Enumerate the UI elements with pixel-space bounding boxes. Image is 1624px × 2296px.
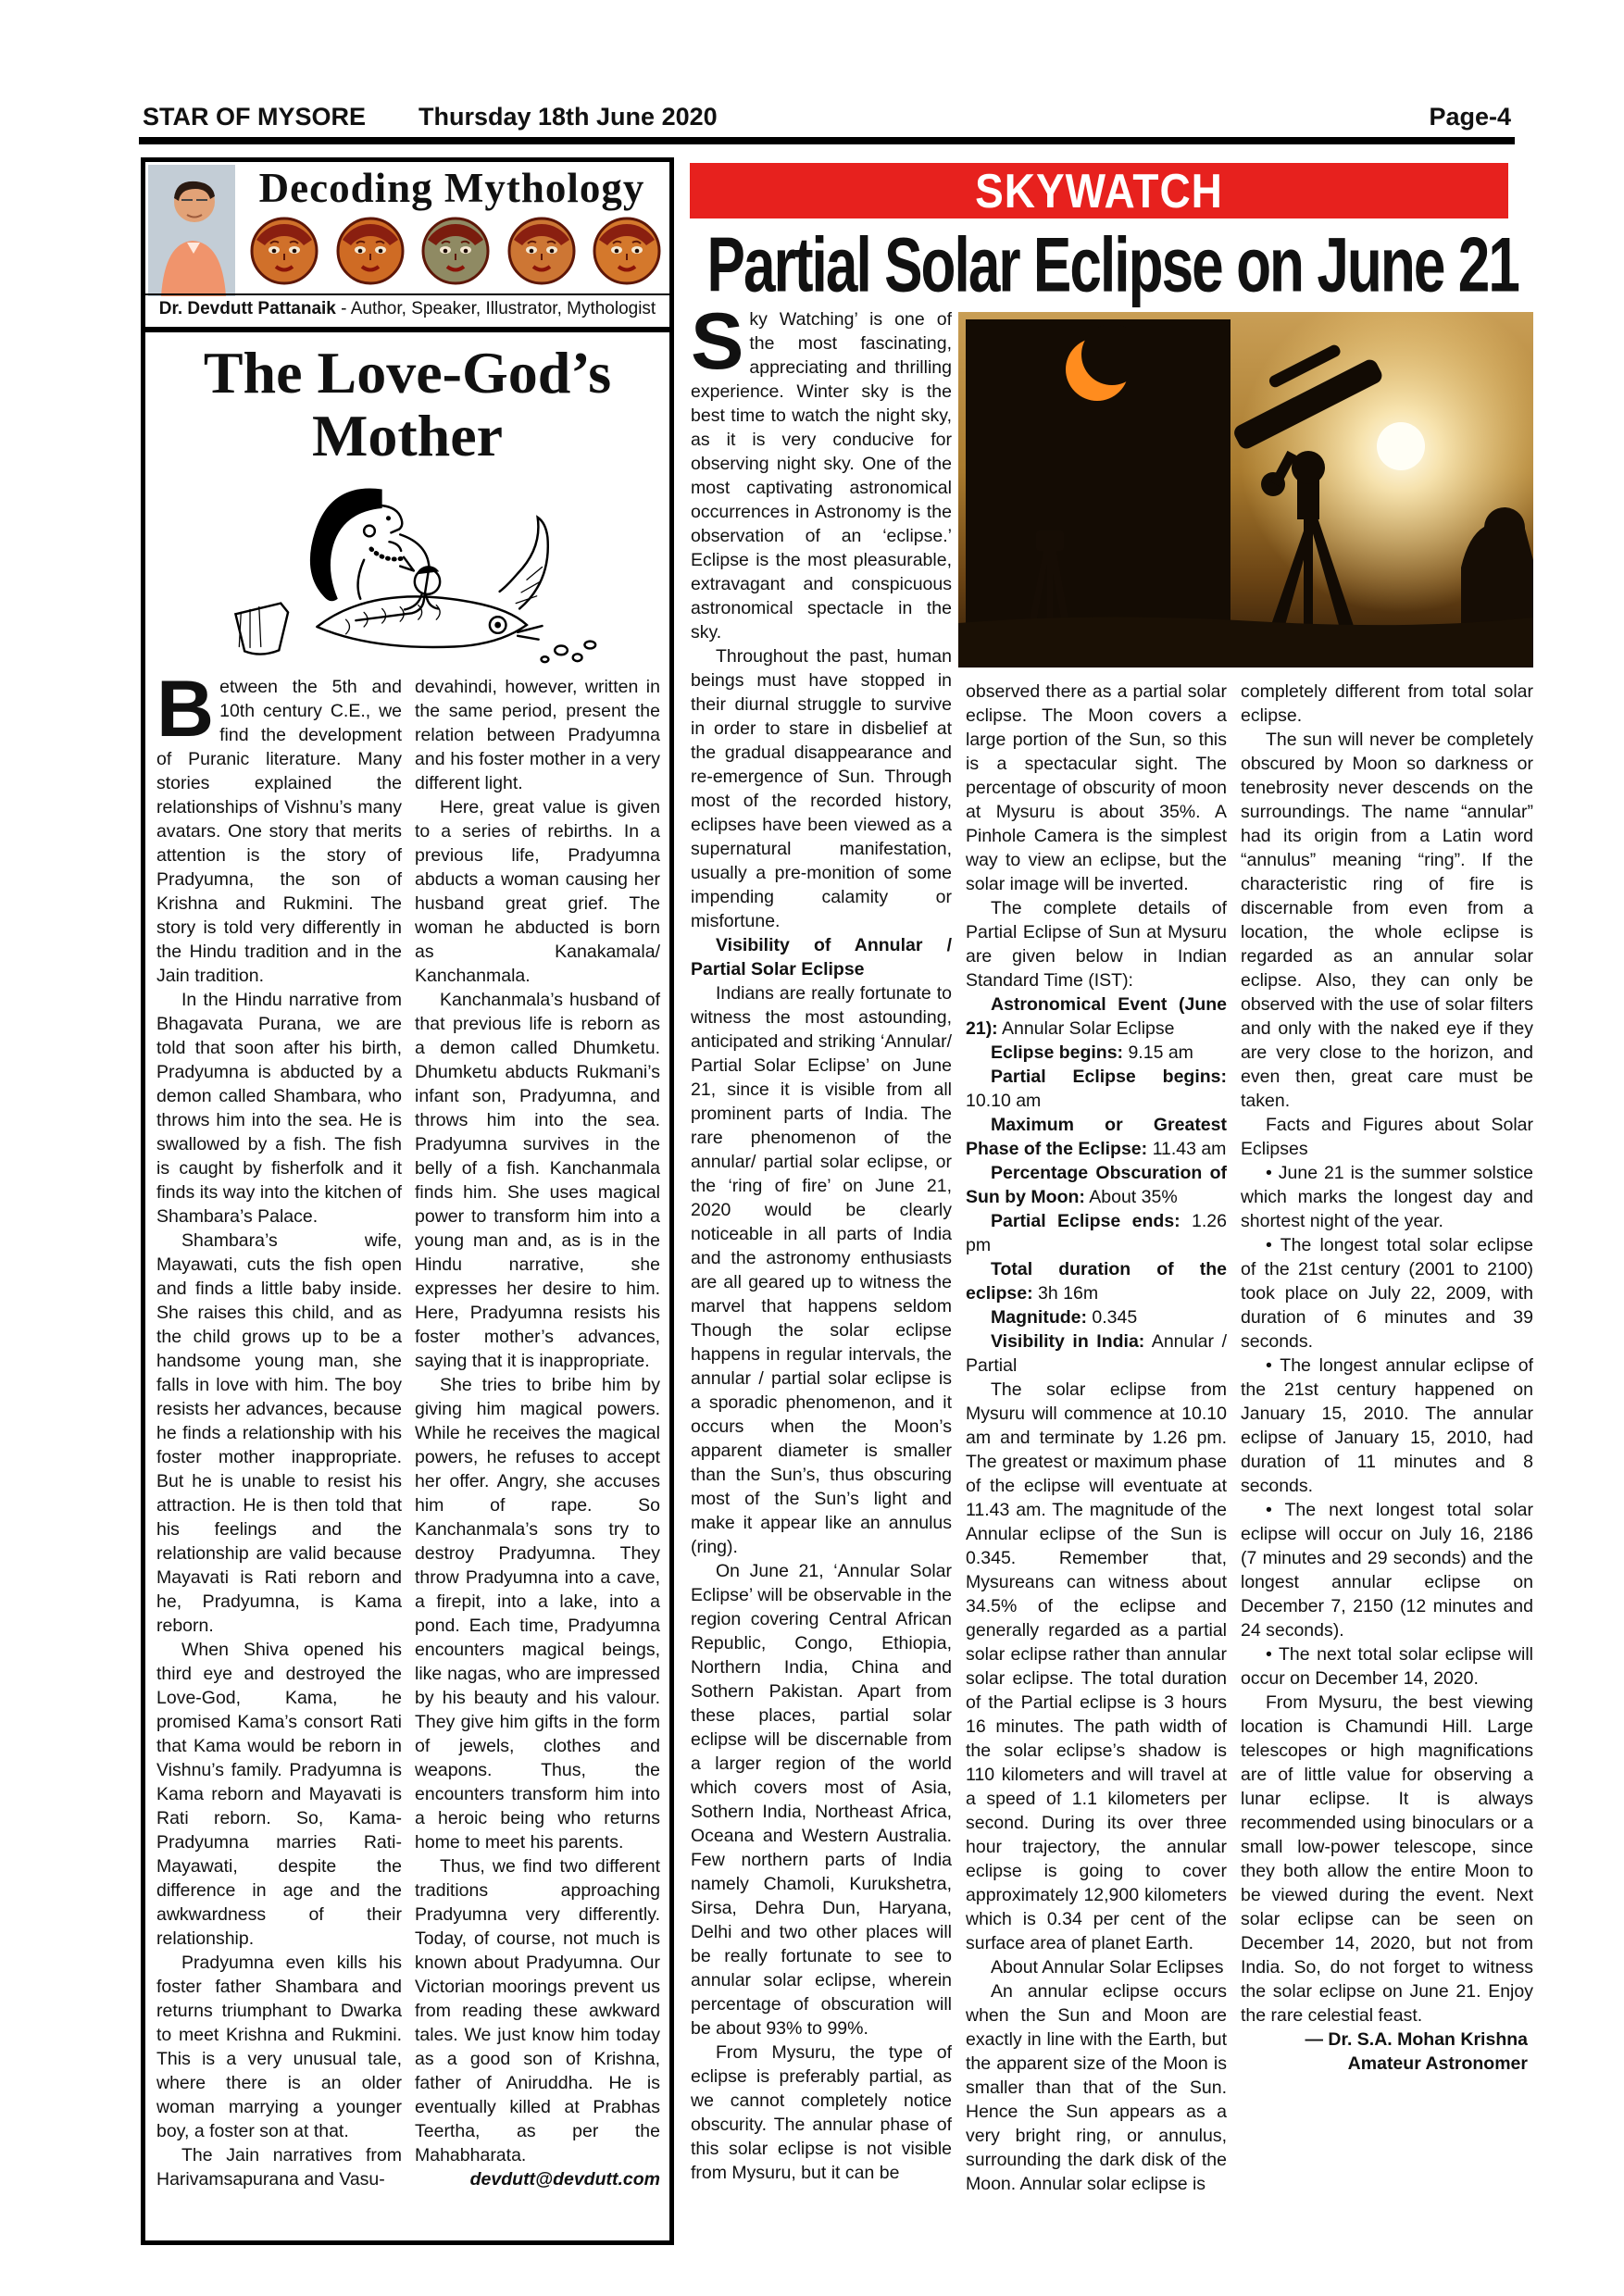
article-columns — [145, 666, 669, 2223]
paragraph: Maximum or Greatest Phase of the Eclipse: 11.43 am — [966, 1115, 1227, 1159]
paragraph: On June 21, ‘Annular Solar Eclipse’ will be observable in the region covering Central African Republic, Congo, Ethiopia, Northern India, China and Sothern Pakistan. Apart from these places, partial solar eclipse will be discernable from a larger region of the world which covers most of Asia, Sothern India, Northeast Africa, Oceana and Western Australia. Few northern parts of India namely Chamoli, Kurukshetra, Sirsa, Dehra Dun, Haryana, Delhi and two other places will be really fortunate to see to annular solar eclipse, wherein percentage of obscuration will be about 93% to 99%. — [691, 1561, 952, 2039]
paragraph: • The next longest total solar eclipse will occur on July 16, 2186 (7 minutes and 29 seconds) and the longest annular eclipse on December 7, 2150 (12 minutes and 24 seconds). — [1241, 1500, 1533, 1641]
paragraph: About Annular Solar Eclipses — [991, 1957, 1224, 1978]
column-title: Decoding Mythology — [258, 165, 645, 211]
paragraph: Visibility in India: Annular / Partial — [966, 1331, 1227, 1376]
eclipse-photo — [958, 312, 1533, 668]
paragraph: Partial Eclipse ends: 1.26 pm — [966, 1211, 1227, 1255]
skywatch-col2 — [966, 680, 1227, 2247]
paragraph: From Mysuru, the best viewing location is Chamundi Hill. Large telescopes or high magnifications are of little value for observing a lunar eclipse. It is always recommended using binoculars or a small low-power telescope, since they both allow the entire Moon to be viewed during the event. Next solar eclipse can be seen on December 14, 2020, but not from India. So, do not forget to witness the solar eclipse on June 21. Enjoy the rare celestial feast. — [1241, 1692, 1533, 2026]
paragraph: Here, great value is given to a series of rebirths. In a previous life, Pradyumna abducts a woman causing her husband great grief. The woman he abducted is born as Kanakamala/ Kanchanmala. — [415, 796, 660, 986]
painted-face-icon — [335, 216, 406, 286]
drop-cap: B — [156, 665, 215, 754]
skywatch-headline: Partial Solar Eclipse on June 21 — [706, 221, 1518, 308]
paragraph: Pradyumna even kills his foster father Shambara and returns triumphant to Dwarka to meet Krishna and Rukmini. This is a very unusual tale, where there is an older woman marrying a younger boy, a foster son at that. — [156, 1952, 402, 2141]
issue-date: Thursday 18th June 2020 — [418, 103, 718, 131]
paragraph: Indians are really fortunate to witness the most astounding, anticipated and striking ‘Annular/ Partial Solar Eclipse’ on June 21, since it is visible from all prominent parts of India. The rare phenomenon of the annular/ partial solar eclipse, or the ‘ring of fire’ on June 21, 2020 would be clearly noticeable in all parts of India and the astronomy enthusiasts are all geared up to witness the marvel that happens seldom Though the solar eclipse happens in regular intervals, the annular / partial solar eclipse is a sporadic phenomenon, and it occurs when the Moon’s apparent diameter is smaller than the Sun’s, thus obscuring most of the Sun’s light and make it appear like an annulus (ring). — [691, 983, 952, 1557]
painted-face-icon — [506, 216, 577, 286]
solar-filter-view — [966, 319, 1230, 636]
article-headline: The Love-God’s Mother — [203, 340, 612, 468]
byline-roles: - Author, Speaker, Illustrator, Mythologist — [335, 299, 656, 318]
skywatch-banner-label: SKYWATCH — [975, 163, 1223, 218]
paragraph: devdutt@devdutt.com — [469, 2168, 660, 2190]
paragraph: Astronomical Event (June 21): Annular Solar Eclipse — [966, 994, 1227, 1039]
author-photo — [148, 165, 235, 296]
paragraph: Kanchanmala’s husband of that previous life is reborn as a demon called Dhumketu. Dhumketu abducts Rukmani’s infant son, Pradyumna, and throws him into the sea. Pradyumna survives in the belly of a fish. Kanchanmala finds him. She uses magical power to transform him into a young man and, as is in the Hindu narrative, she expresses her desire to him. Here, Pradyumna resists his foster mother’s advances, saying that it is inappropriate. — [415, 989, 660, 1371]
paragraph: Throughout the past, human beings must have stopped in their diurnal struggle to survive in order to stare in disbelief at the gradual disappearance and re-emergence of Sun. Through most of the recorded history, eclipses have been viewed as a supernatural manifestation, usually a pre-monition of some impending calamity or misfortune. — [691, 646, 952, 931]
paragraph: • The longest annular eclipse of the 21st century happened on January 15, 2010. The annular eclipse of January 15, 2010, had duration of 11 minutes and 8 seconds. — [1241, 1355, 1533, 1496]
paragraph: The Jain narratives from Harivamsapurana and Vasu- — [156, 2144, 402, 2190]
left-article-col2 — [415, 675, 660, 2223]
paragraph: • The next total solar eclipse will occur on December 14, 2020. — [1241, 1644, 1533, 1689]
paragraph: Eclipse begins: 9.15 am — [991, 1042, 1193, 1063]
column-masthead — [145, 162, 669, 332]
paragraph: Thus, we find two different traditions approaching Pradyumna very differently. Today, of course, not much is known about Pradyumna. Our Victorian moorings prevent us from reading these awkward tales. We just know him today as a good son of Krishna, father of Aniruddha. He is eventually killed at Prabhas Teertha, as per the Mahabharata. — [415, 1855, 660, 2165]
byline-author: Dr. Devdutt Pattanaik — [158, 299, 336, 318]
paragraph: Magnitude: 0.345 — [991, 1307, 1138, 1328]
paragraph: She tries to bribe him by giving him magical powers. While he receives the magical powers, he refuses to accept her offer. Angry, she accuses him of rape. So Kanchanmala’s sons try to destroy Pradyumna. They throw Pradyumna into a cave, a firepit, into a lake, into a pond. Each time, Pradyumna encounters magical beings, like nagas, who are impressed by his beauty and his valour. They give him gifts in the form of jewels, clothes and weapons. Thus, the encounters transform him into a heroic being who returns home to meet his parents. — [415, 1374, 660, 1853]
paragraph: The solar eclipse from Mysuru will commence at 10.10 am and terminate by 1.26 pm. The greatest or maximum phase of the eclipse will eventuate at 11.43 am. The magnitude of the Annular eclipse of the Sun is 0.345. Remember that, Mysureans can witness about 34.5% of the eclipse and generally regarded as a partial solar eclipse rather than annular solar eclipse. The total duration of the Partial eclipse is 3 hours 16 minutes. The path width of the solar eclipse’s shadow is 110 kilometers and will travel at a speed of 1.1 kilometers per second. During its over three hour trajectory, the annular eclipse is going to cover approximately 12,900 kilometers which is 0.34 per cent of the surface area of planet Earth. — [966, 1379, 1227, 1953]
paragraph: Percentage Obscuration of Sun by Moon: About 35% — [966, 1163, 1227, 1207]
painted-face-icon — [592, 216, 662, 286]
paragraph: Shambara’s wife, Mayawati, cuts the fish open and finds a little baby inside. She raises this child, and as the child grows up to be a handsome young man, she falls in love with him. The boy resists her advances, because he finds a relationship with his foster mother inappropriate. But he is unable to resist his attraction. He is then told that his feelings and the relationship are valid because Mayavati is Rati reborn and he, Pradyumna, is Kama reborn. — [156, 1229, 402, 1636]
paragraph: When Shiva opened his third eye and destroyed the Love-God, Kama, he promised Kama’s consort Rati that Kama would be reborn in Vishnu’s family. Pradyumna is Kama reborn and Mayavati is Rati reborn. So, Kama-Pradyumna marries Rati-Mayawati, despite the difference in age and the awkwardness of their relationship. — [156, 1639, 402, 1949]
paragraph: Total duration of the eclipse: 3h 16m — [966, 1259, 1227, 1304]
mythology-illustration — [204, 471, 611, 666]
header-rule — [139, 137, 1515, 144]
paragraph: Amateur Astronomer — [1347, 2053, 1528, 2074]
paragraph: Visibility of Annular / Partial Solar Eclipse — [691, 935, 952, 980]
page-header — [141, 93, 1515, 131]
paragraph: devahindi, however, written in the same period, present the relation between Pradyumna and his foster mother in a very different light. — [415, 676, 660, 793]
skywatch-col1 — [691, 307, 952, 2247]
paragraph: In the Hindu narrative from Bhagavata Purana, we are told that soon after his birth, Pradyumna is abducted by a demon called Shambara, who throws him into the sea. He is swallowed by a fish. The fish is caught by fisherfolk and it finds its way into the kitchen of Shambara’s Palace. — [156, 989, 402, 1227]
skywatch-col3 — [1241, 680, 1533, 2247]
skywatch-banner — [690, 163, 1508, 218]
paragraph: — Dr. S.A. Mohan Krishna — [1305, 2029, 1528, 2050]
paragraph: From Mysuru, the type of eclipse is preferably partial, as we cannot completely notice obscurity. The annular phase of this solar eclipse is not visible from Mysuru, but it can be — [691, 2042, 952, 2183]
paragraph: • The longest total solar eclipse of the 21st century (2001 to 2100) took place on July 22, 2009, with duration of 6 minutes and 39 seconds. — [1241, 1235, 1533, 1352]
column-byline — [145, 293, 669, 327]
paragraph: An annular eclipse occurs when the Sun and Moon are exactly in line with the Earth, but the apparent size of the Moon is smaller than that of the Sun. Hence the Sun appears as a very bright ring, or annulus, surrounding the dark disk of the Moon. Annular solar eclipse is — [966, 1981, 1227, 2194]
decoding-mythology-article — [141, 157, 674, 2245]
drop-cap: S — [691, 307, 744, 386]
painted-face-icon — [249, 216, 319, 286]
paragraph: • June 21 is the summer solstice which marks the longest day and shortest night of the year. — [1241, 1163, 1533, 1231]
painted-face-icon — [420, 216, 491, 286]
paragraph: Facts and Figures about Solar Eclipses — [1241, 1115, 1533, 1159]
page-number: Page-4 — [1429, 103, 1511, 131]
paragraph: The complete details of Partial Eclipse of Sun at Mysuru are given below in Indian Standard Time (IST): — [966, 898, 1227, 991]
paper-name: STAR OF MYSORE — [143, 103, 367, 131]
paragraph: completely different from total solar eclipse. — [1241, 681, 1533, 726]
paragraph: Partial Eclipse begins: 10.10 am — [966, 1067, 1227, 1111]
paragraph: Sky Watching’ is one of the most fascinating, appreciating and thrilling experience. Winter sky is the best time to watch the night sky, as it is very conducive for observing night sky. One of the most captivating astronomical occurrences in Astronomy is the observation of an ‘eclipse.’ Eclipse is the most pleasurable, extravagant and conspicuous astronomical spectacle in the sky. — [691, 307, 952, 643]
paragraph: Between the 5th and 10th century C.E., we find the development of Puranic literature. Many stories explained the relationships of Vishnu’s many avatars. One story that merits attention is the story of Pradyumna, the son of Krishna and Rukmini. The story is told very differently in the Hindu tradition and in the Jain tradition. — [156, 665, 402, 986]
left-article-col1 — [156, 665, 402, 2223]
paragraph: The sun will never be completely obscured by Moon so darkness or tenebrosity never descends on the surroundings. The name “annular” had its origin from a Latin word “annulus” meaning “ring”. If the characteristic ring of fire is discernable from even from a location, the whole eclipse is regarded as an annular solar eclipse. Also, they can only be observed with the use of solar filters and only with the naked eye if they are very close to the horizon, and even then, great care must be taken. — [1241, 730, 1533, 1111]
painted-face-medallions — [249, 216, 662, 286]
paragraph: observed there as a partial solar eclipse. The Moon covers a large portion of the Sun, so this is a spectacular sight. The percentage of obscurity of moon at Mysuru is about 35%. A Pinhole Camera is the simplest way to view an eclipse, but the solar image will be inverted. — [966, 681, 1227, 894]
